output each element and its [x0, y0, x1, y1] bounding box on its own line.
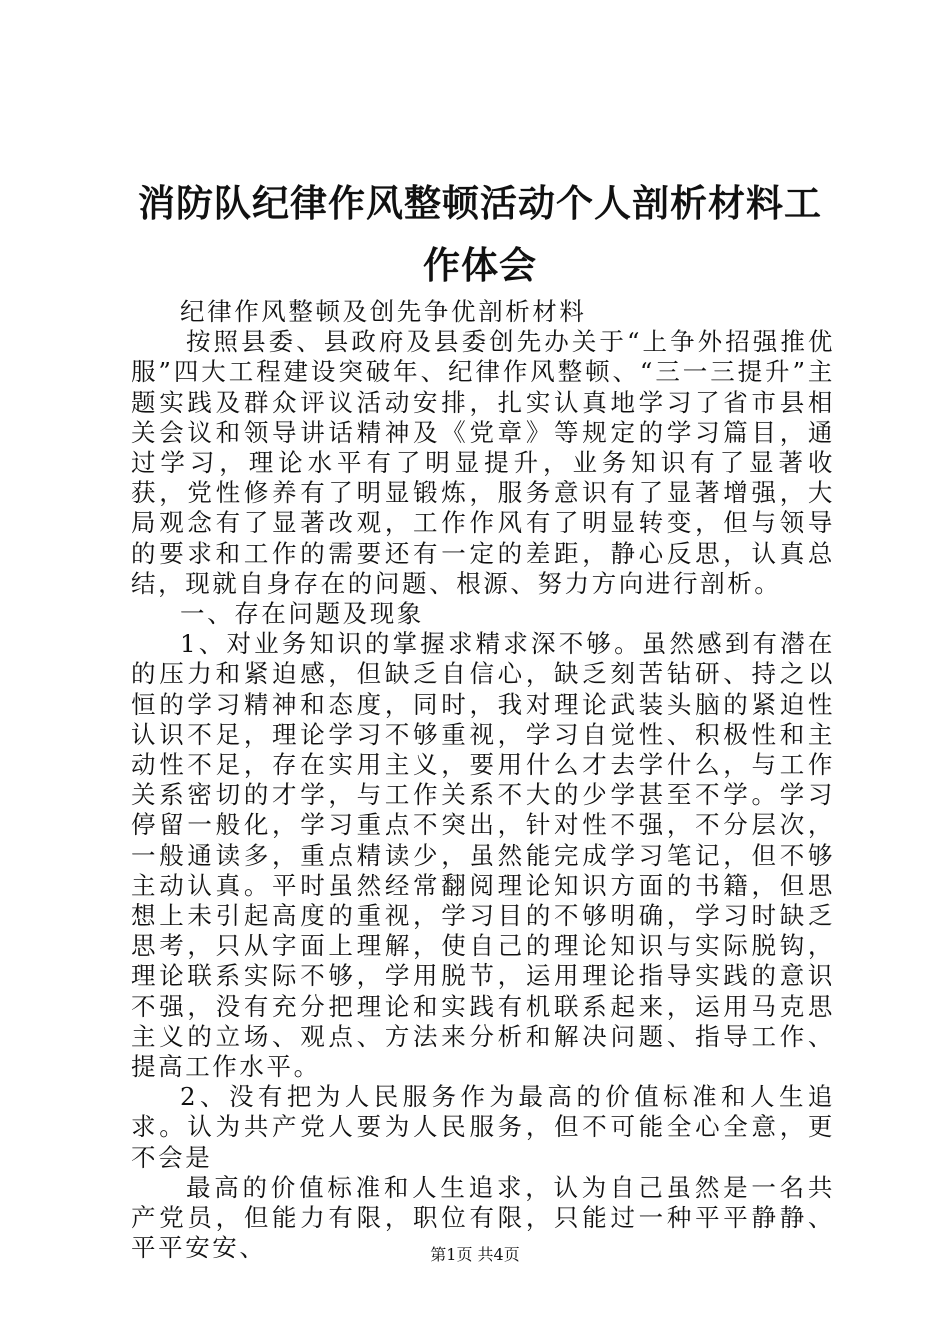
page-number-footer: 第1页 共4页 [430, 1245, 520, 1264]
body-paragraph: 2、没有把为人民服务作为最高的价值标准和人生追求。认为共产党人要为人民服务，但不可能全心全意，更不会是 [131, 1082, 835, 1172]
body-paragraph: 按照县委、县政府及县委创先办关于“上争外招强推优服”四大工程建设突破年、纪律作风整顿、“三一三提升”主题实践及群众评议活动安排，扎实认真地学习了省市县相关会议和领导讲话精神及《党章》等规定的学习篇目，通过学习，理论水平有了明显提升，业务知识有了显著收获，党性修养有了明显锻炼，服务意识有了显著增强，大局观念有了显著改观，工作作风有了明显转变，但与领导的要求和工作的需要还有一定的差距，静心反思，认真总结，现就自身存在的问题、根源、努力方向进行剖析。 [131, 327, 835, 598]
body-paragraph: 最高的价值标准和人生追求，认为自己虽然是一名共产党员，但能力有限，职位有限，只能过一种平平静静、平平安安、 [131, 1172, 835, 1263]
section-heading: 一、存在问题及现象 [180, 599, 424, 629]
subtitle-paragraph: 纪律作风整顿及创先争优剖析材料 [180, 297, 587, 326]
document-body [131, 297, 835, 1264]
body-paragraph: 1、对业务知识的掌握求精求深不够。虽然感到有潜在的压力和紧迫感，但缺乏自信心，缺乏刻苦钻研、持之以恒的学习精神和态度，同时，我对理论武装头脑的紧迫性认识不足，理论学习不够重视，学习自觉性、积极性和主动性不足，存在实用主义，要用什么才去学什么，与工作关系密切的才学，与工作关系不大的少学甚至不学。学习停留一般化，学习重点不突出，针对性不强，不分层次，一般通读多，重点精读少，虽然能完成学习笔记，但不够主动认真。平时虽然经常翻阅理论知识方面的书籍，但思想上未引起高度的重视，学习目的不够明确，学习时缺乏思考，只从字面上理解，使自己的理论知识与实际脱钩，理论联系实际不够，学用脱节，运用理论指导实践的意识不强，没有充分把理论和实践有机联系起来，运用马克思主义的立场、观点、方法来分析和解决问题、指导工作、提高工作水平。 [131, 629, 835, 1082]
document-title: 消防队纪律作风整顿活动个人剖析材料工作体会 [138, 181, 822, 287]
